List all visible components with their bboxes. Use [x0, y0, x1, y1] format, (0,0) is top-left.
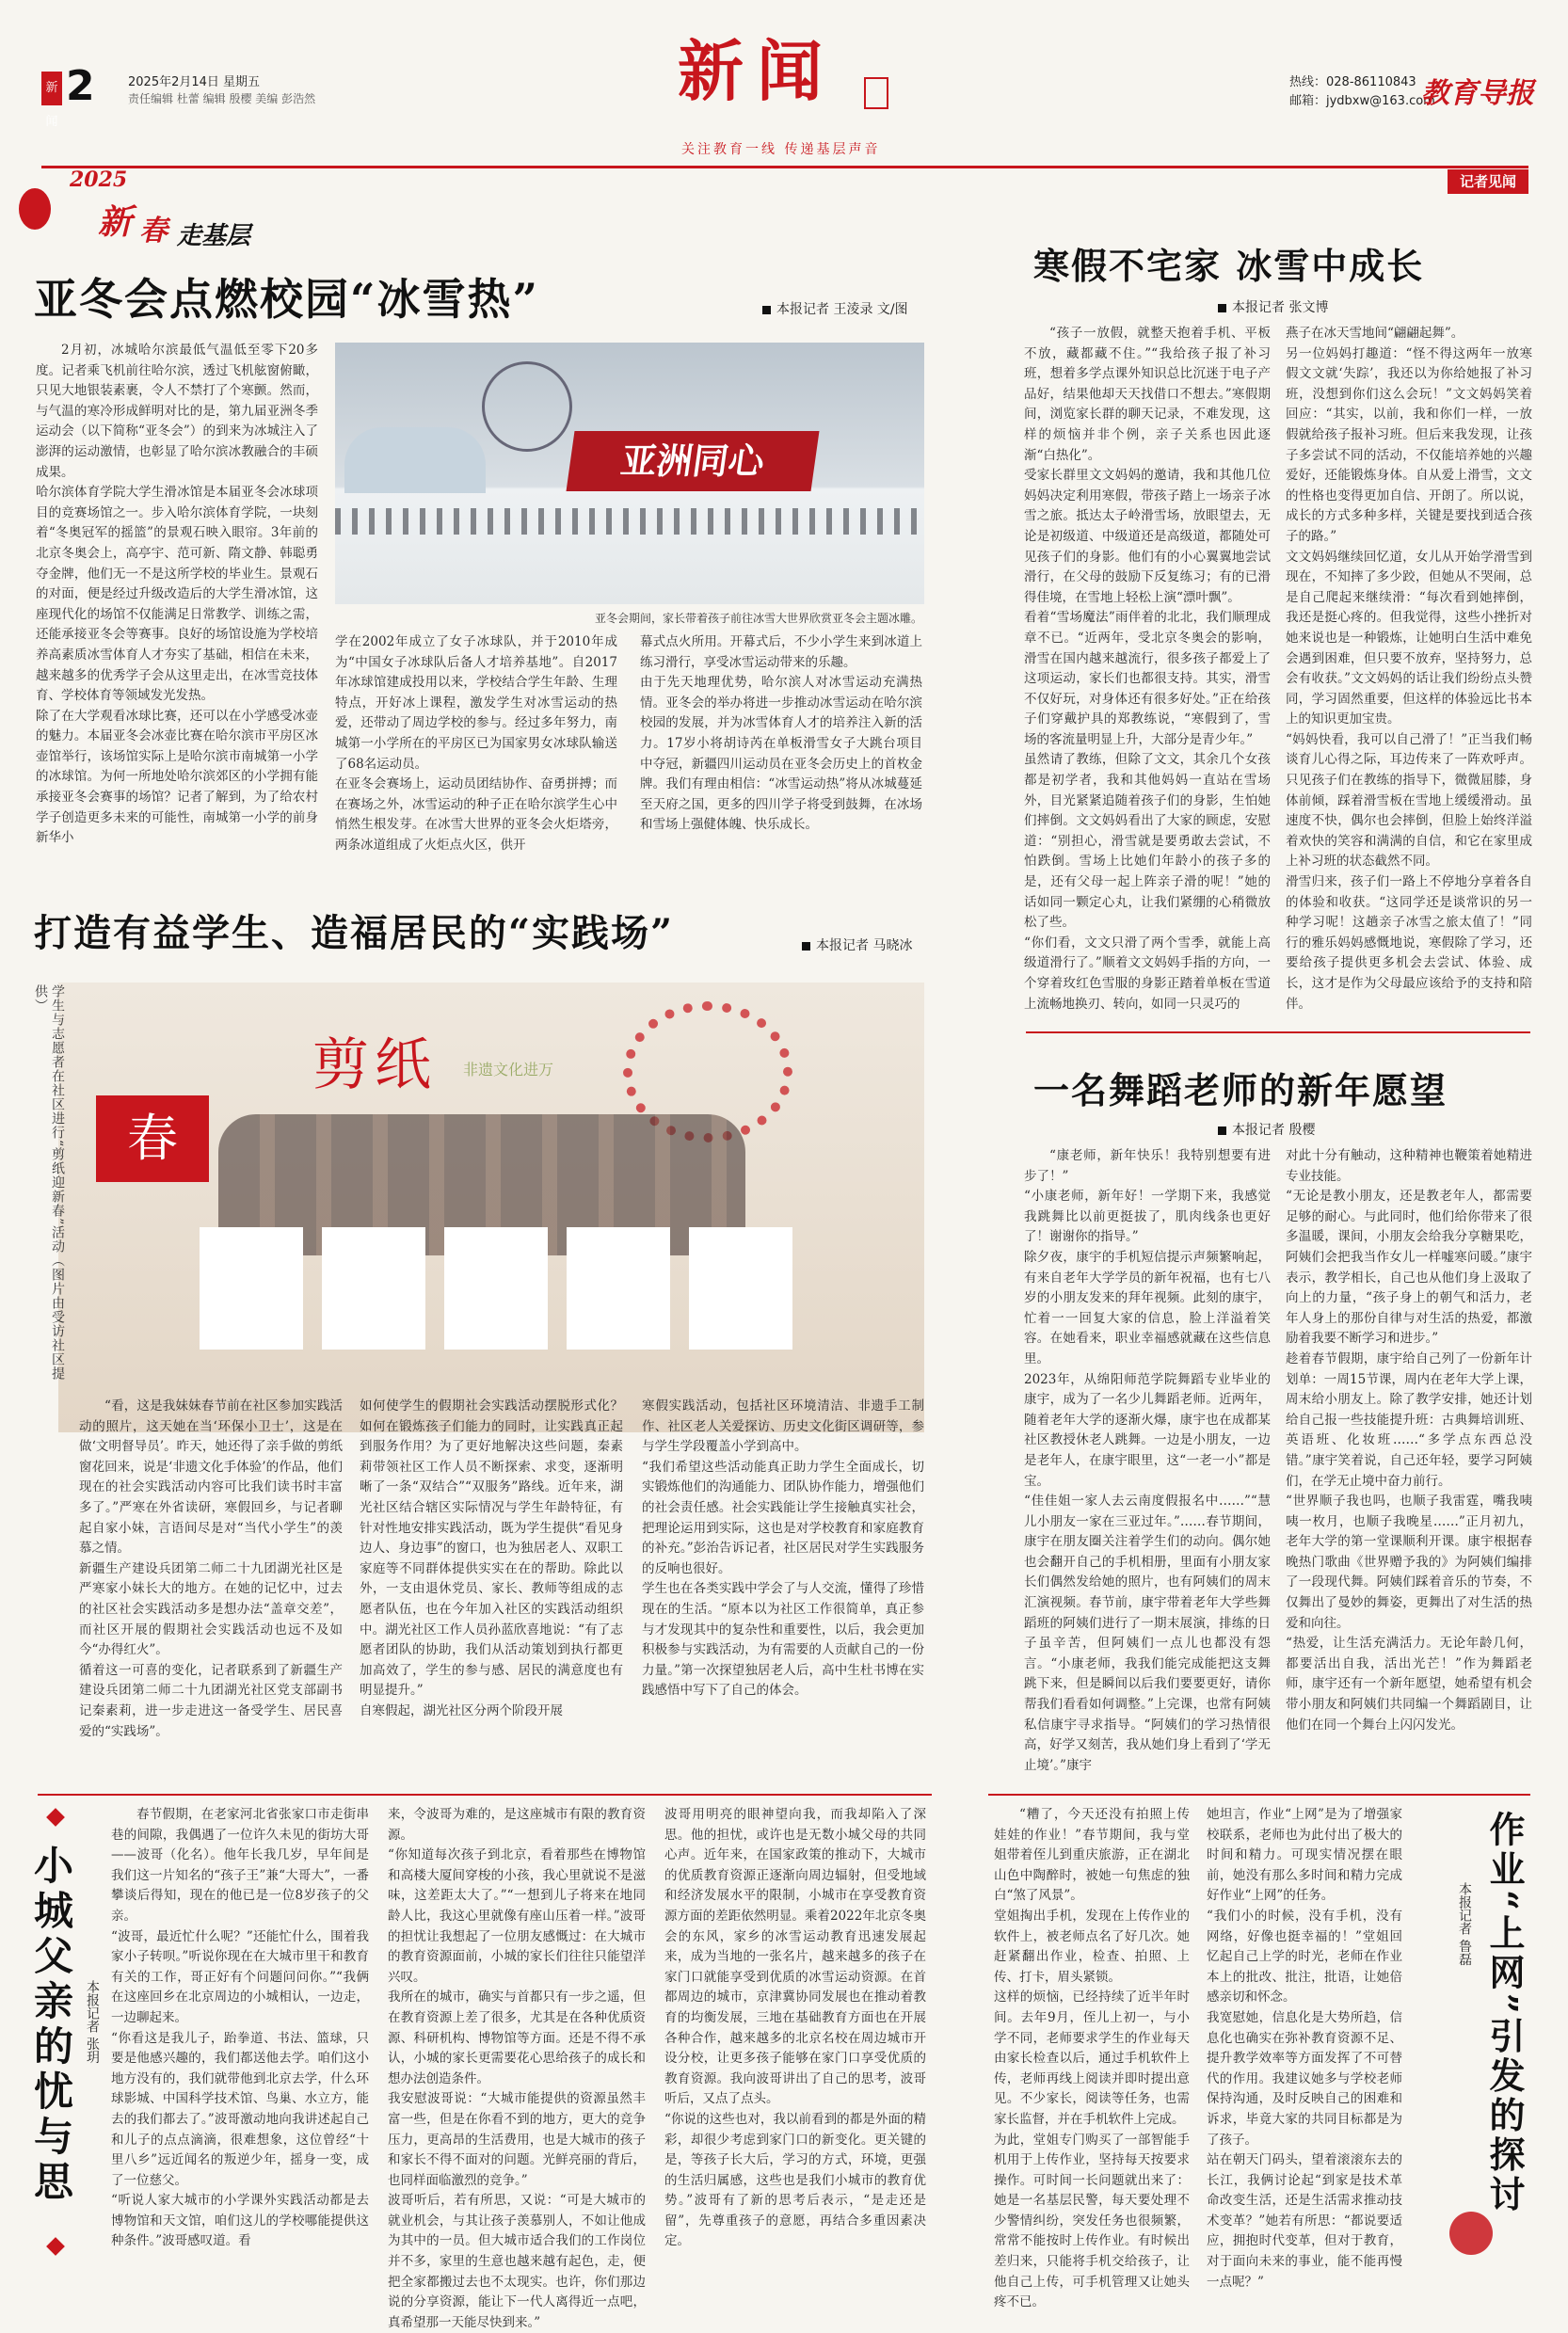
section-seal: [864, 77, 888, 109]
article5-rule: [38, 1794, 932, 1796]
ferris-wheel-icon: [482, 361, 572, 452]
issue-editors: 责任编辑 杜蕾 编辑 殷樱 美编 彭浩然: [128, 92, 316, 105]
page-header: [0, 0, 1568, 157]
article1-byline: 本报记者 王淩录 文/图: [762, 299, 908, 318]
article5-col3: [664, 1805, 926, 2272]
article5-col1: [111, 1805, 369, 2272]
lantern-icon: [1449, 2212, 1493, 2255]
article1-title: 亚冬会点燃校园“冰雪热”: [34, 274, 539, 325]
article2-col1-text: “看，这是我妹妹春节前在社区参加实践活动的照片，这天她在当‘环保小卫士’，这是在做‘文明督导员’。昨天，她还得了亲手做的剪纸窗花回来，说是‘非遗文化手体验’的作品，他们现在的社会实践活动内容可比我们读书时丰富多了。”严寒在外省读研，寒假回乡，与记者聊起自家小妹，言语间尽是对“当代小学生”的羡慕之情。 新疆生产建设兵团第二师二十九团湖光社区是严寒家小妹长大的地方。在她的记忆中，过去的社区社会实践活动多是想办法“盖章交差”，而社区开展的假期社会实践活动也远不及如今“办得红火”。 循着这一可喜的变化，记者联系到了新疆生产建设兵团第二师二十九团湖光社区党支部副书记秦素莉，进一步走进这一备受学生、居民喜爱的“实践场”。: [79, 1398, 343, 1739]
article2-col1: [79, 1397, 343, 1786]
banner-title-c: 走基层: [177, 222, 251, 250]
article4-rule: [1026, 1031, 1530, 1033]
article2-col3: [642, 1397, 924, 1786]
article5-title: 小城父亲的忧与思: [28, 1845, 74, 2206]
crowd: [335, 508, 924, 535]
article3-title: 寒假不宅家 冰雪中成长: [1033, 245, 1425, 287]
article3-col1: [1024, 324, 1271, 1012]
article2-col2: [360, 1397, 623, 1786]
email: 邮箱：jydbxw@163.com: [1289, 94, 1435, 108]
page-number: 新闻: [41, 72, 62, 105]
article2-col2-text: 如何使学生的假期社会实践活动摆脱形式化？如何在锻炼孩子们能力的同时，让实践真正起到服务作用？为了更好地解决这些问题，秦素莉带领社区工作人员不断探索、求变，逐渐明晰了一条“双结合”“双服务”路线。近年来，湖光社区结合辖区实际情况与学生年龄特征，有针对性地安排实践活动，既为学生提供“看见身边人、身边事”的窗口，也为独居老人、双职工家庭等不同群体提供实实在在的帮助。除此以外，一支由退休党员、家长、教师等组成的志愿者队伍，也在今年加入社区的实践活动组织中。湖光社区工作人员孙蓝欣喜地说：“有了志愿者团队的协助，我们从活动策划到执行都更加高效了，学生的参与感、居民的满意度也有明显提升。” 自寒假起，湖光社区分两个阶段开展: [360, 1398, 623, 1718]
photo-banner-sub: 非遗文化进万: [463, 1061, 554, 1079]
article2-byline: 本报记者 马晓冰: [802, 935, 912, 954]
article1-col1-text: 2月初，冰城哈尔滨最低气温低至零下20多度。记者乘飞机前往哈尔滨，透过飞机舷窗俯瞰，只见大地银装素裹，令人不禁打了个寒颤。然而，与气温的寒冷形成鲜明对比的是，第九届亚洲冬季运动会（以下简称“亚冬会”）的到来为冰城注入了澎湃的运动激情，也彰显了哈尔滨冰教融合的丰硕成果。 哈尔滨体育学院大学生滑冰馆是本届亚冬会冰球项目的竞赛场馆之一。步入哈尔滨体育学院，一块刻着“冬奥冠军的摇篮”的景观石映入眼帘。3年前的北京冬奥会上，高亭宇、范可新、隋文静、韩聪勇夺金牌，他们无一不是这所学校的毕业生。景观石的对面，便是经过升级改造后的大学生滑冰馆，这座现代化的场馆不仅能满足日常教学、训练之需，还能承接亚冬会等赛事。良好的场馆设施为学校培养高素质冰雪体育人才夯实了基础，相信在未来，越来越多的优秀学子会从这里走出，在冰雪竞技体育、学校体育等领域发光发热。 除了在大学观看冰球比赛，还可以在小学感受冰壶的魅力。本届亚冬会冰壶比赛在哈尔滨市平房区冰壶馆举行，该场馆实际上是哈尔滨市南城第一小学的冰球馆。为何一所地处哈尔滨郊区的小学拥有能承接亚冬会赛事的场馆？记者了解到，为了给农村学子创造更多未来的可能性，南城第一小学的前身新华小: [36, 343, 318, 846]
page-number-digit: 2: [66, 62, 95, 110]
article3-byline: 本报记者 张文博: [1218, 297, 1328, 316]
spring-banner: [0, 151, 311, 254]
article1-col2: [335, 632, 617, 881]
article2-photo: [58, 983, 924, 1432]
article5-byline: 本报记者 张玥: [85, 1980, 100, 2064]
article6-col2: [1207, 1805, 1402, 2290]
article5-col2: [388, 1805, 646, 2330]
article4-col1-text: “康老师，新年快乐！我特别想要有进步了！” “小康老师，新年好！一学期下来，我感觉我跳舞比以前更挺拔了，肌肉线条也更好了！谢谢你的指导。” 除夕夜，康宇的手机短信提示声频繁响起，有来自老年大学学员的新年祝福，也有七八岁的小朋友发来的拜年视频。此刻的康宇，忙着一一回复大家的信息，脸上洋溢着笑容。在她看来，职业幸福感就藏在这些信息里。 2023年，从绵阳师范学院舞蹈专业毕业的康宇，成为了一名少儿舞蹈老师。近两年，随着老年大学的逐渐火爆，康宇也在成都某社区教授休老人跳舞。一边是小朋友，一边是老年人，在康宇眼里，这“一老一小”都是宝。 “佳佳姐一家人去云南度假报名中……”“慧儿小朋友一家在三亚过年。”……春节期间，康宇在朋友圈关注着学生们的动向。偶尔她也会翻开自己的手机相册，里面有小朋友家长们偶然发给她的照片，也有阿姨们的周末汇演视频。春节前，康宇带着老年大学些舞蹈班的阿姨们进行了一期末展演，排练的日子虽辛苦，但阿姨们一点儿也都没有怨言。“小康老师，我我们能完成能把这支舞跳下来，但是瞬间以后我们要要更好，请你帮我们看看如何调整。”上完课，也常有阿姨私信康宇寻求指导。“阿姨们的学习热情很高，好学又刻苦，我从她们身上看到了‘学无止境’。”康宇: [1024, 1148, 1271, 1773]
article5-col3-text: 波哥用明亮的眼神望向我，而我却陷入了深思。他的担忧，或许也是无数小城父母的共同心声。近年来，在国家政策的推动下，大城市的优质教育资源正逐渐向周边辐射，但受地域和经济发展水平的限制，小城市在享受教育资源方面的差距依然明显。乘着2022年北京冬奥会的东风，家乡的冰雪运动教育迅速发展起来，成为当地的一张名片，越来越多的孩子在家门口就能享受到优质的冰雪运动资源。在首都周边的城市，京津冀协同发展也在推动着教育的均衡发展，三地在基础教育方面也在开展各种合作，越来越多的北京名校在周边城市开设分校，让更多孩子能够在家门口享受优质的教育资源。我向波哥讲出了自己的思考，波哥听后，又点了点头。 “你说的这些也对，我以前看到的都是外面的精彩，却很少考虑到家门口的新变化。更关键的是，等孩子长大后，学习的方式，环境，更强的生活归属感，这些也是我们小城市的教育优势。”波哥有了新的思考后表示，“是走还是留”，先尊重孩子的意愿，再结合多重因素决定。: [664, 1807, 926, 2249]
article6-byline: 本报记者 鲁磊: [1457, 1882, 1472, 1966]
article1-col1: [36, 341, 318, 881]
article4-col2: [1286, 1146, 1532, 1792]
section-title: 新闻: [678, 32, 836, 110]
article3-col2-text: 燕子在冰天雪地间“翩翩起舞”。 另一位妈妈打趣道：“怪不得这两年一放寒假文文就‘失踪’，我还以为你给她报了补习班，没想到你们这么会玩！”文文妈妈笑着回应：“其实，以前，我和你们一样，一放假就给孩子报补习班。但后来我发现，让孩子多尝试不同的活动，不仅能培养她的兴趣爱好，还能锻炼身体。自从爱上滑雪，文文的性格也变得更加自信、开朗了。所以说，成长的方式多种多样，关键是要找到适合孩子的路。” 文文妈妈继续回忆道，女儿从开始学滑雪到现在，不知摔了多少跤，但她从不哭闹，总是自己爬起来继续滑：“每次看到她摔倒，我还是挺心疼的。但我觉得，这些小挫折对她来说也是一种锻炼，让她明白生活中难免会遇到困难，但只要不放弃，坚持努力，总会有收获。”文文妈妈的话让我们纷纷点头赞同，学习固然重要，但这样的体验远比书本上的知识更加宝贵。 “妈妈快看，我可以自己滑了！”正当我们畅谈育儿心得之际，耳边传来了一阵欢呼声。只见孩子们在教练的指导下，微微屈膝，身体前倾，踩着滑雪板在雪地上缓缓滑动。虽速度不快，偶尔也会摔倒，但脸上始终洋溢着欢快的笑容和满满的自信，和它在家里成上补习班的状态截然不同。 滑雪归来，孩子们一路上不停地分享着各自的体验和收获。“这同学还是谈常识的另一种学习呢！这趟亲子冰雪之旅太值了！”同行的雅乐妈妈感慨地说，寒假除了学习，还要给孩子提供更多机会去尝试、体验、成长，这才是作为父母最应该给予的支持和陪伴。: [1286, 326, 1532, 1012]
article5-col1-text: 春节假期，在老家河北省张家口市走街串巷的间隙，我偶遇了一位许久未见的街坊大哥——波哥（化名）。他年长我几岁，早年间是我们这一片知名的“孩子王”兼“大哥大”，一番攀谈后得知，现在的他已是一位8岁孩子的父亲。 “波哥，最近忙什么呢？”还能忙什么，围着我家小子转呗。”听说你现在在大城市里干和教育有关的工作，哥正好有个问题问问你。”“我俩在这座回乡在北京周边的小城相认，一边走，一边聊起来。 “你看这是我儿子，跆拳道、书法、篮球，只要是他感兴趣的，我们都送他去学。咱们这小地方没有的，我们就带他到北京去学，什么环球影城、中国科学技术馆、鸟巢、水立方，能去的我们都去了。”波哥激动地向我讲述起自己和儿子的点点滴滴，很难想象，这位曾经“十里八乡”远近闻名的叛逆少年，摇身一变，成了一位慈父。 “听说人家大城市的小学课外实践活动都是去博物馆和天文馆，咱们这儿的学校哪能提供这种条件。”波哥感叹道。看: [111, 1807, 369, 2249]
lantern-icon: [19, 188, 51, 230]
issue-date: 2025年2月14日 星期五: [128, 75, 261, 89]
papercut-cards: [200, 1227, 802, 1350]
article6-title: 作业“上网”引发的探讨: [1483, 1811, 1526, 2215]
article1-col3-text: 幕式点火所用。开幕式后，不少小学生来到冰道上练习滑行，享受冰雪运动带来的乐趣。 由于先天地理优势，哈尔滨人对冰雪运动充满热情。亚冬会的举办将进一步推动冰雪运动在哈尔滨校园的发展，并为冰雪体育人才的培养注入新的活力。17岁小将胡诗芮在单板滑雪女子大跳台项目中夺冠，新疆四川运动员在亚冬会历史上的首枚金牌。我们有理由相信：“冰雪运动热”将从冰城蔓延至天府之国，更多的四川学子将受到鼓舞，在冰场和雪场上强健体魄、快乐成长。: [640, 634, 922, 833]
article2-title: 打造有益学生、造福居民的“实践场”: [34, 911, 675, 955]
article4-byline: 本报记者 殷樱: [1218, 1120, 1315, 1139]
ice-building: [344, 427, 486, 493]
article6-rule: [988, 1794, 1530, 1796]
article1-photo: [335, 343, 924, 604]
article4-col1: [1024, 1146, 1271, 1792]
article1-col2-text: 学在2002年成立了女子冰球队，并于2010年成为“中国女子冰球队后备人才培养基地”。自2017年冰球馆建成投用以来，学校结合学生年龄、生理特点，开好冰上课程，激发学生对冰雪运动的热爱，还带动了周边学校的参与。经过多年努力，南城第一小学所在的平房区已为国家男女冰球队输送了68名运动员。 在亚冬会赛场上，运动员团结协作、奋勇拼搏；而在赛场之外，冰雪运动的种子正在哈尔滨学生心中悄然生根发芽。在冰雪大世界的亚冬会火炬塔旁，两条冰道组成了火炬点火区，供开: [335, 634, 617, 853]
article1-photo-caption: 亚冬会期间，家长带着孩子前往冰雪大世界欣赏亚冬会主题冰雕。: [594, 612, 922, 625]
banner-title-b: 春: [139, 215, 168, 248]
photo-banner: 剪纸: [312, 1032, 437, 1098]
banner-year: 2025: [70, 168, 128, 192]
diamond-icon: [46, 1808, 65, 1827]
banner-title-a: 新: [98, 202, 133, 242]
paper-name: 教育导报: [1421, 77, 1534, 110]
section-slogan: 关注教育一线 传递基层声音: [681, 142, 881, 157]
article4-title: 一名舞蹈老师的新年愿望: [1033, 1069, 1448, 1111]
article6-col2-text: 她坦言，作业“上网”是为了增强家校联系，老师也为此付出了极大的时间和精力。可现实情况摆在眼前，她没有那么多时间和精力完成好作业“上网”的任务。 “我们小的时候，没有手机，没有网络，好像也挺幸福的！”堂姐回忆起自己上学的时光，老师在作业本上的批改、批注，批语，让她倍感亲切和怀念。 我宽慰她，信息化是大势所趋，信息化也确实在弥补教育资源不足、提升教学效率等方面发挥了不可替代的作用。我建议她多与学校老师保持沟通，及时反映自己的困难和诉求，毕竟大家的共同目标都是为了孩子。 站在朝天门码头，望着滚滚东去的长江，我俩讨论起“到家是技术革命改变生活，还是生活需求推动技术变革？”她若有所思：“都说要适应，拥抱时代变革，但对于教育，对于面向未来的事业，能不能再慢一点呢？”: [1207, 1807, 1402, 2290]
article6-col1-text: “糟了，今天还没有拍照上传娃娃的作业！”春节期间，我与堂姐带着侄儿到重庆旅游，正在湖北山色中陶醉时，被她一句焦虑的独白“煞了风景”。 堂姐掏出手机，发现在上传作业的软件上，被老师点名了好几次。她赶紧翻出作业，检查、拍照、上传、打卡，眉头紧锁。 这样的烦恼，已经持续了近半年时间。去年9月，侄儿上初一，与小学不同，老师要求学生的作业每天由家长检查以后，通过手机软件上传，老师再线上阅读并即时提出意见。不少家长，阅读等任务，也需家长监督，并在手机软件上完成。 为此，堂姐专门购买了一部智能手机用于上传作业，坚持每天按要求操作。可时间一长问题就出来了：她是一名基层民警，每天要处理不少警情纠纷，突发任务也很频繁，常常不能按时上传作业。有时候出差归来，只能将手机交给孩子，让他自己上传，可手机管理又让她头疼不已。: [994, 1807, 1190, 2310]
article3-col1-text: “孩子一放假，就整天抱着手机、平板不放，藏都藏不住。”“我给孩子报了补习班，想着多学点课外知识总比沉迷于电子产品好，结果他却天天找借口不想去。”寒假期间，浏览家长群的聊天记录，不难发现，这样的烦恼并非个例，亲子关系也因此逐渐“白热化”。 受家长群里文文妈妈的邀请，我和其他几位妈妈决定利用寒假，带孩子踏上一场亲子冰雪之旅。抵达太子岭滑雪场，放眼望去，无论是初级道、中级道还是高级道，都随处可见孩子们的身影。他们有的小心翼翼地尝试滑行，在父母的鼓励下反复练习；有的已滑得佳境，在雪地上轻松上演“漂叶飘”。 看着“雪场魔法”雨伴着的北北，我们顺理成章不已。“近两年，受北京冬奥会的影响，滑雪在国内越来越流行，很多孩子都爱上了这项运动，家长们也都很支持。其实，滑雪不仅好玩，对身体还有很多好处。”正在给孩子们穿戴护具的郑教练说，“寒假到了，雪场的客流量明显上升，大部分是青少年。” 虽然请了教练，但除了文文，其余几个女孩都是初学者，我和其他妈妈一直站在雪场外，目光紧紧追随着孩子们的身影，生怕她们摔倒。文文妈妈看出了大家的顾虑，安慰道：“别担心，滑雪就是要勇敢去尝试，不怕跌倒。雪场上比她们年龄小的孩子多的是，还有父母一起上阵亲子滑的呢！”她的话如同一颗定心丸，让我们紧绷的心稍微放松了些。 “你们看，文文只滑了两个雪季，就能上高级道滑行了。”顺着文文妈妈手指的方向，一个穿着玫红色雪服的身影正踏着单板在雪道上流畅地换刃、转向，如同一只灵巧的: [1024, 326, 1271, 1012]
article5-col2-text: 来，令波哥为难的，是这座城市有限的教育资源。 “你知道每次孩子到北京，看着那些在博物馆和高楼大厦间穿梭的小孩，我心里就说不是滋味，这差距太大了。”“一想到儿子将来在地同龄人比，我这心里就像有座山压着一样。”波哥的担忧让我想起了一位朋友感慨过：在大城市的教育资源面前，小城的家长们往往只能望洋兴叹。 我所在的城市，确实与首都只有一步之遥，但在教育资源上差了很多，尤其是在各种优质资源、科研机构、博物馆等方面。还是不得不承认，小城的家长更需要花心思给孩子的成长和想办法创造条件。 我安慰波哥说：“大城市能提供的资源虽然丰富一些，但是在你看不到的地方，更大的竞争压力，更高昂的生活费用，也是大城市的孩子和家长不得不面对的问题。光鲜亮丽的背后，也同样面临激烈的竞争。” 波哥听后，若有所思，又说：“可是大城市的就业机会，与其让孩子羡慕别人，不如让他成为其中的一员。但大城市适合我们的工作岗位并不多，家里的生意也越来越有起色，走，便把全家都搬过去也不太现实。也许，你们那边说的分享资源，能让下一代人离得近一点吧，真希望那一天能尽快到来。”: [388, 1807, 646, 2330]
diamond-icon: [46, 2237, 65, 2256]
article4-col2-text: 对此十分有触动，这种精神也鞭策着她精进专业技能。 “无论是教小朋友，还是教老年人，都需要足够的耐心。与此同时，他们给你带来了很多温暖，课间，小朋友会给我分享糖果吃，阿姨们会把我当作女儿一样嘘寒问暖。”康宇表示，教学相长，自己也从他们身上汲取了向上的力量，“孩子身上的朝气和活力，老年人身上的那份自律与对生活的热爱，都激励着我要不断学习和进步。” 趁着春节假期，康宇给自己列了一份新年计划单：一周15节课，周内在老年大学上课，周末给小朋友上。除了教学安排，她还计划给自己报一些技能提升班：古典舞培训班、英语班、化妆班……“多学点东西总没错。”康宇笑着说，自己还年轻，要学习阿姨们，在学无止境中奋力前行。 “世界顺子我也吗，也顺子我雷霆，嘴我咦咦一枚月，也顺子我晚星……”正月初九，老年大学的第一堂课顺利开课。康宇根据春晚热门歌曲《世界赠予我的》为阿姨们编排了一段现代舞。阿姨们踩着音乐的节奏，不仅舞出了曼妙的舞姿，更舞出了对生活的热爱和向往。 “热爱，让生活充满活力。无论年龄几何，都要活出自我，活出光芒！”作为舞蹈老师，康宇还有一个新年愿望，她希望有机会带小朋友和阿姨们共同编一个舞蹈剧目，让他们在同一个舞台上闪闪发光。: [1286, 1148, 1532, 1733]
ice-sign: 亚洲同心: [567, 431, 820, 491]
article1-col3: [640, 632, 922, 881]
hotline: 热线：028-86110843: [1289, 75, 1416, 89]
article2-vertical-caption: 学生与志愿者在社区进行“剪纸迎新春”活动（图片由受访社区提供）: [33, 984, 65, 1382]
column-tag: 记者见闻: [1448, 169, 1528, 194]
article6-col1: [994, 1805, 1190, 2310]
article3-col2: [1286, 324, 1532, 1012]
chun-papercut: 春: [96, 1095, 209, 1182]
article2-col3-text: 寒假实践活动，包括社区环境清洁、非遗手工制作、社区老人关爱探访、历史文化街区调研等，参与学生学段覆盖小学到高中。 “我们希望这些活动能真正助力学生全面成长，切实锻炼他们的沟通能力、团队协作能力，增强他们的社会责任感。社会实践能让学生接触真实社会，把理论运用到实际，这也是对学校教育和家庭教育的补充。”彭治告诉记者，社区居民对学生实践服务的反响也很好。 学生也在各类实践中学会了与人交流，懂得了珍惜现在的生活。“原本以为社区工作很简单，真正参与才发现其中的复杂性和重要性，以后，我会更加积极参与实践活动，为有需要的人贡献自己的一份力量。”第一次探望独居老人后，高中生杜书博在实践感悟中写下了自己的体会。: [642, 1398, 924, 1699]
